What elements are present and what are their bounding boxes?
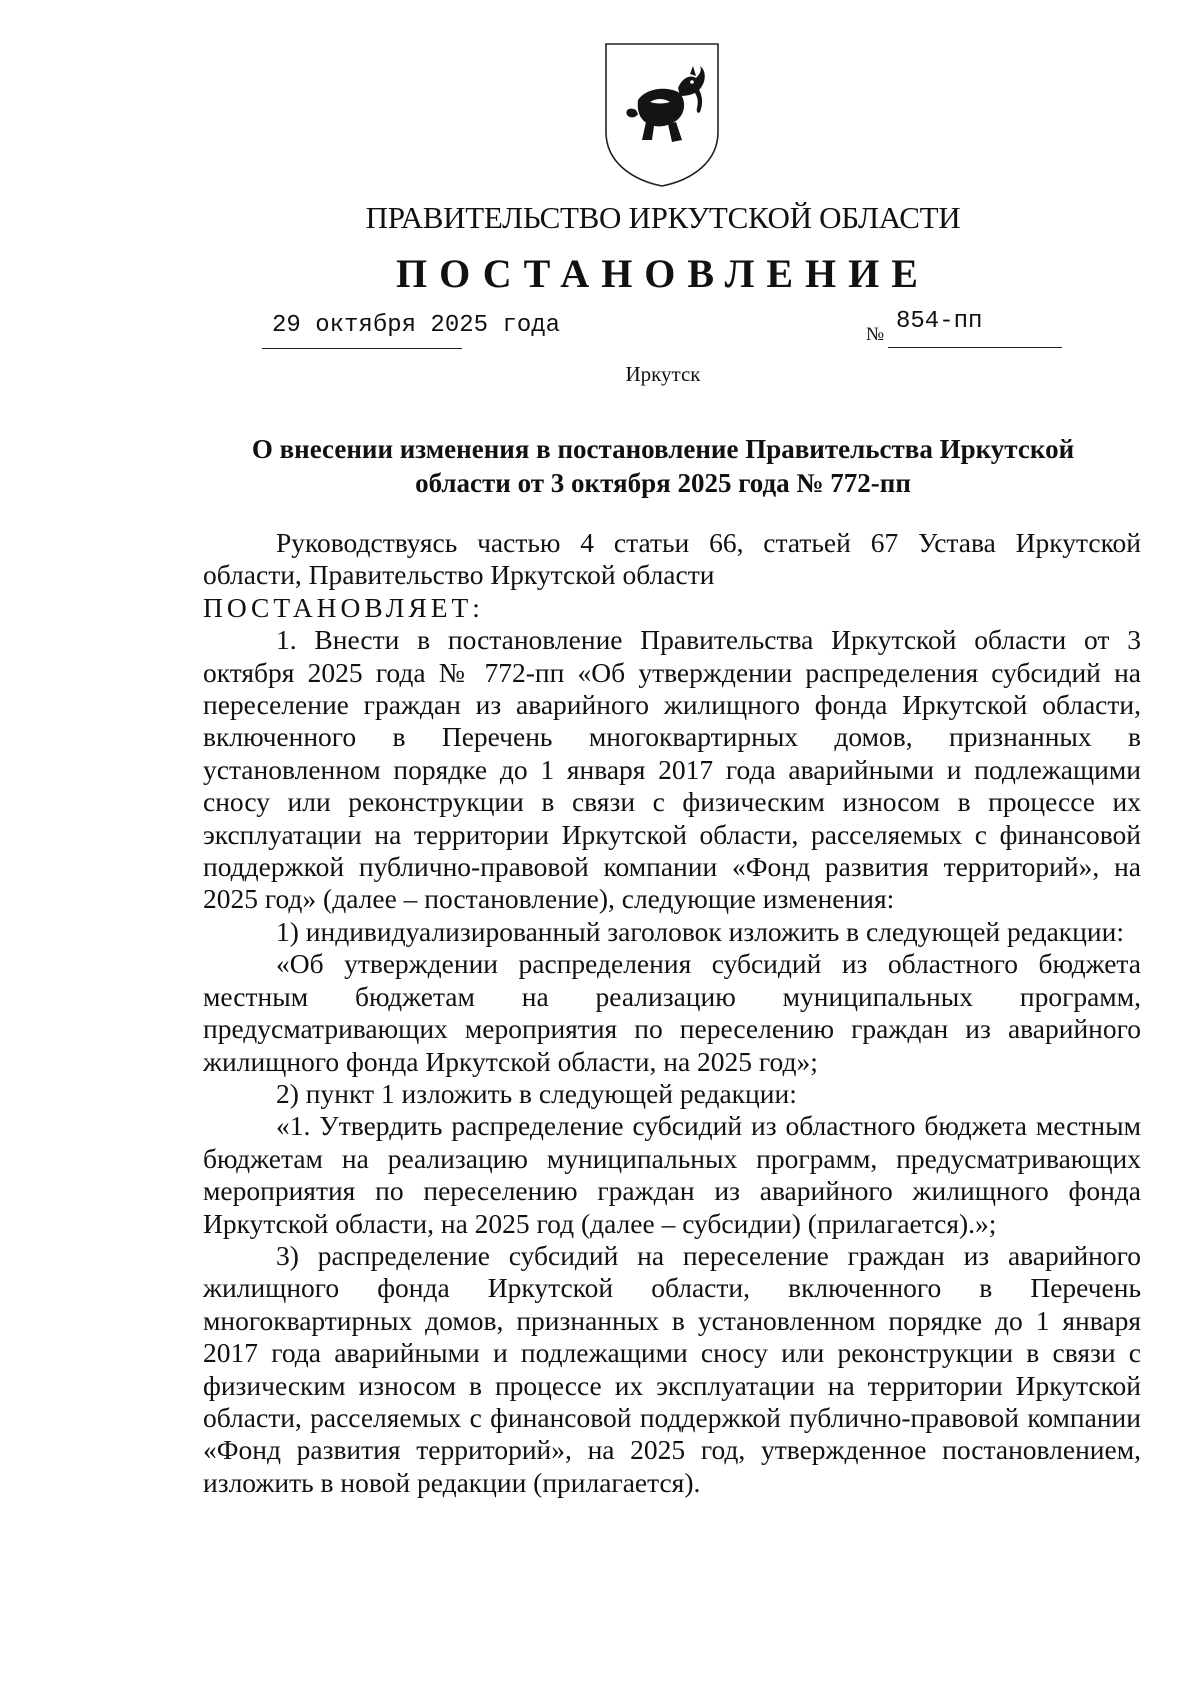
date-field [262,310,561,349]
number-underline [888,347,1062,348]
subitem-2-text: «1. Утвердить распределение субсидий из областного бюджета местным бюджетам на реализацию муниципальных программ, предусматривающих мероприятия по переселению граждан из аварийного жилищного фонда Иркутской области, на 2025 год (далее – субсидии) (прилагается).»; [203,1110,1141,1239]
document-number: 854-пп [896,308,983,335]
subject-line-2: области от 3 октября 2025 года № 772-пп [415,468,911,498]
subitem-1-text: «Об утверждении распределения субсидий из областного бюджета местным бюджетам на реализацию муниципальных программ, предусматривающих мероприятия по переселению граждан из аварийного жилищного фонда Иркутской области, на 2025 год»; [203,948,1141,1077]
preamble-paragraph: Руководствуясь частью 4 статьи 66, статьей 67 Устава Иркутской области, Правительство Иркутской области [203,527,1141,591]
number-field [866,310,1062,348]
document-subject [200,432,1126,500]
document-body [203,527,1141,1499]
document-date: 29 октября 2025 года [272,312,561,339]
subitem-2-paragraph: 2) пункт 1 изложить в следующей редакции: [276,1077,797,1109]
irkutsk-coat-of-arms-icon [602,40,722,190]
subitem-3-paragraph: 3) распределение субсидий на переселение граждан из аварийного жилищного фонда Иркутской области, включенного в Перечень многоквартирных домов, признанных в установленном порядке до 1 января 2017 года аварийными и подлежащими сносу или реконструкции в связи с физическим износом в процессе их эксплуатации на территории Иркутской области, расселяемых с финансовой поддержкой публично-правовой компании «Фонд развития территорий», на 2025 год, утвержденное постановлением, изложить в новой редакции (прилагается). [203,1239,1141,1498]
subject-line-1: О внесении изменения в постановление Правительства Иркутской [251,434,1075,464]
item-1-paragraph: 1. Внести в постановление Правительства Иркутской области от 3 октября 2025 года № 772-пп «Об утверждении распределения субсидий на переселение граждан из аварийного жилищного фонда Иркутской области, включенного в Перечень многоквартирных домов, признанных в установленном порядке до 1 января 2017 года аварийными и подлежащими сносу или реконструкции в связи с физическим износом в процессе их эксплуатации на территории Иркутской области, расселяемых с финансовой поддержкой публично-правовой компании «Фонд развития территорий», на 2025 год» (далее – постановление), следующие изменения: [203,624,1141,915]
decree-word: ПОСТАНОВЛЯЕТ: [203,591,484,623]
city-name: Иркутск [625,362,701,386]
number-sign: № [866,324,885,345]
organization-title: ПРАВИТЕЛЬСТВО ИРКУТСКОЙ ОБЛАСТИ [365,200,961,235]
document-type-heading: ПОСТАНОВЛЕНИЕ [396,251,930,296]
subitem-1-paragraph: 1) индивидуализированный заголовок изложить в следующей редакции: [276,915,1124,947]
